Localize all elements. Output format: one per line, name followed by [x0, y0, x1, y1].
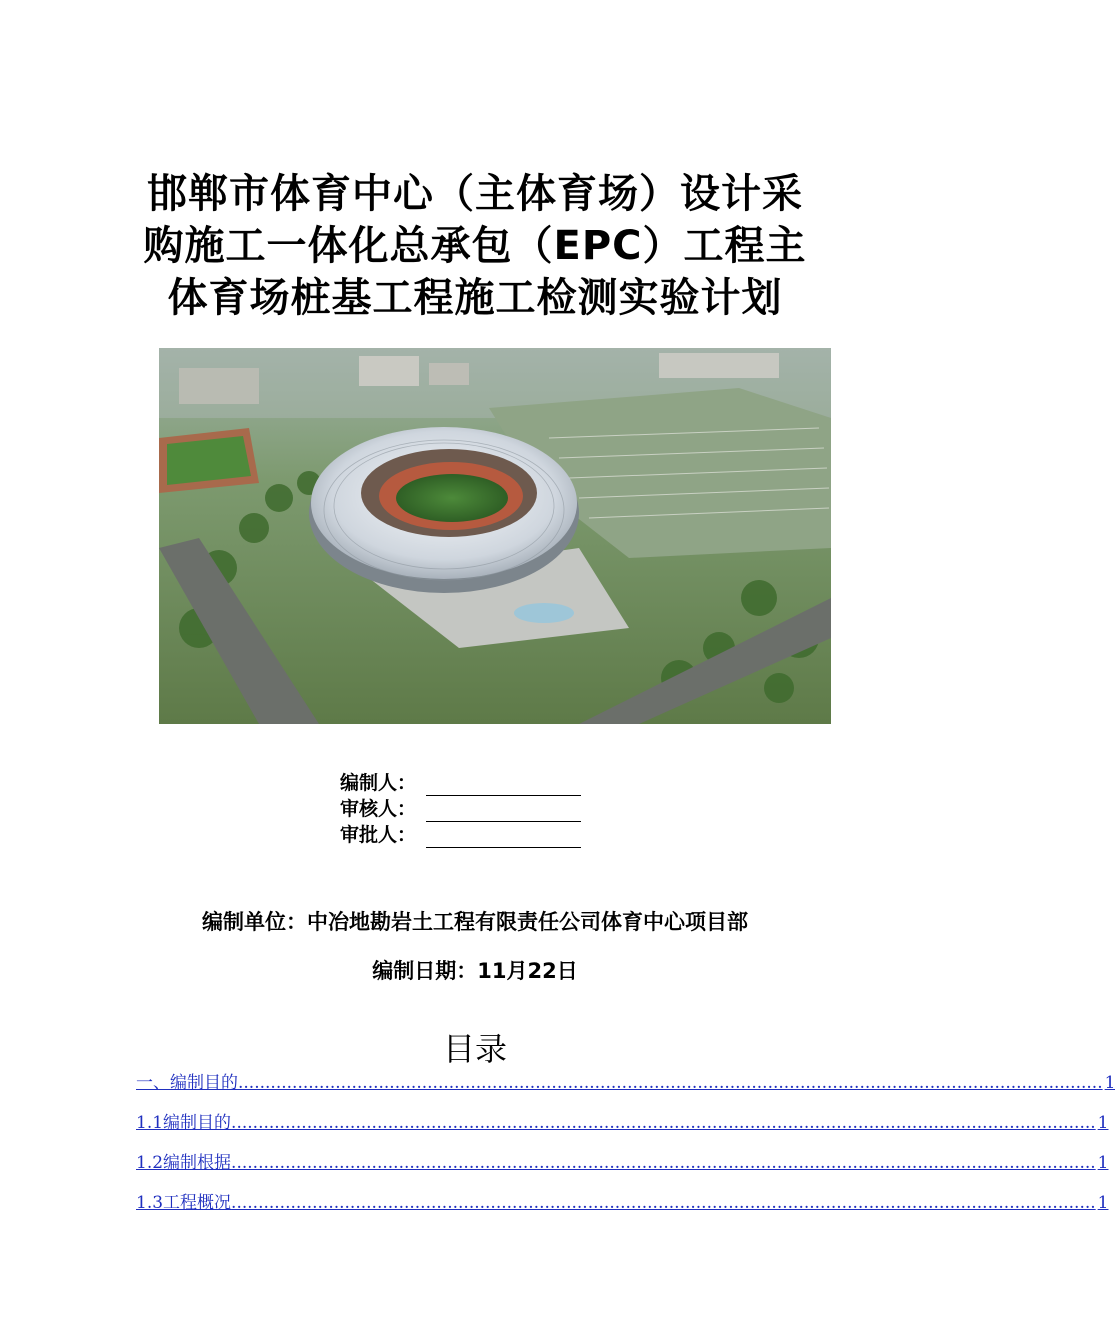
toc-leader: ................................................................................................................................................................	[231, 1113, 1096, 1133]
compiler-label: 编制人：	[340, 772, 417, 794]
toc-entry-text: 1.3工程概况	[136, 1193, 232, 1213]
approver-row	[340, 822, 581, 848]
toc-entry-text: 1.2编制根据	[136, 1153, 232, 1173]
signature-block	[340, 770, 581, 848]
approver-signature-line	[426, 829, 581, 848]
compiling-unit: 编制单位：中冶地勘岩土工程有限责任公司体育中心项目部	[202, 910, 748, 934]
compiling-date: 编制日期：11月22日	[372, 959, 578, 983]
reviewer-signature-line	[426, 803, 581, 822]
toc-entry-page: 1	[1104, 1073, 1115, 1093]
toc-entry-text: 1.1编制目的	[136, 1113, 232, 1133]
toc-entry-1[interactable]	[136, 1068, 1115, 1108]
reviewer-row	[340, 796, 581, 822]
toc-leader: ................................................................................................................................................................	[231, 1153, 1096, 1173]
toc-leader: ................................................................................................................................................................	[231, 1193, 1096, 1213]
approver-label: 审批人：	[340, 824, 417, 846]
toc-entry-text: 一、编制目的	[136, 1073, 238, 1093]
compiler-row	[340, 770, 581, 796]
toc-entry-2[interactable]	[136, 1108, 1109, 1148]
toc-entry-page: 1	[1097, 1113, 1109, 1133]
toc-leader: ................................................................................................................................................................	[238, 1073, 1103, 1093]
toc-entry-page: 1	[1097, 1153, 1109, 1173]
document-title	[0, 168, 950, 324]
stadium-aerial-image	[159, 348, 831, 724]
reviewer-label: 审核人：	[340, 798, 417, 820]
toc-heading: 目录	[442, 1030, 507, 1068]
title-line-3: 体育场桩基工程施工检测实验计划	[167, 275, 783, 321]
toc-entry-page: 1	[1097, 1193, 1109, 1213]
toc-entry-4[interactable]	[136, 1188, 1109, 1228]
compiler-signature-line	[426, 777, 581, 796]
title-line-2: 购施工一体化总承包（EPC）工程主	[143, 223, 807, 269]
table-of-contents	[136, 1068, 1115, 1228]
title-line-1: 邯郸市体育中心（主体育场）设计采	[147, 171, 803, 217]
toc-entry-3[interactable]	[136, 1148, 1109, 1188]
